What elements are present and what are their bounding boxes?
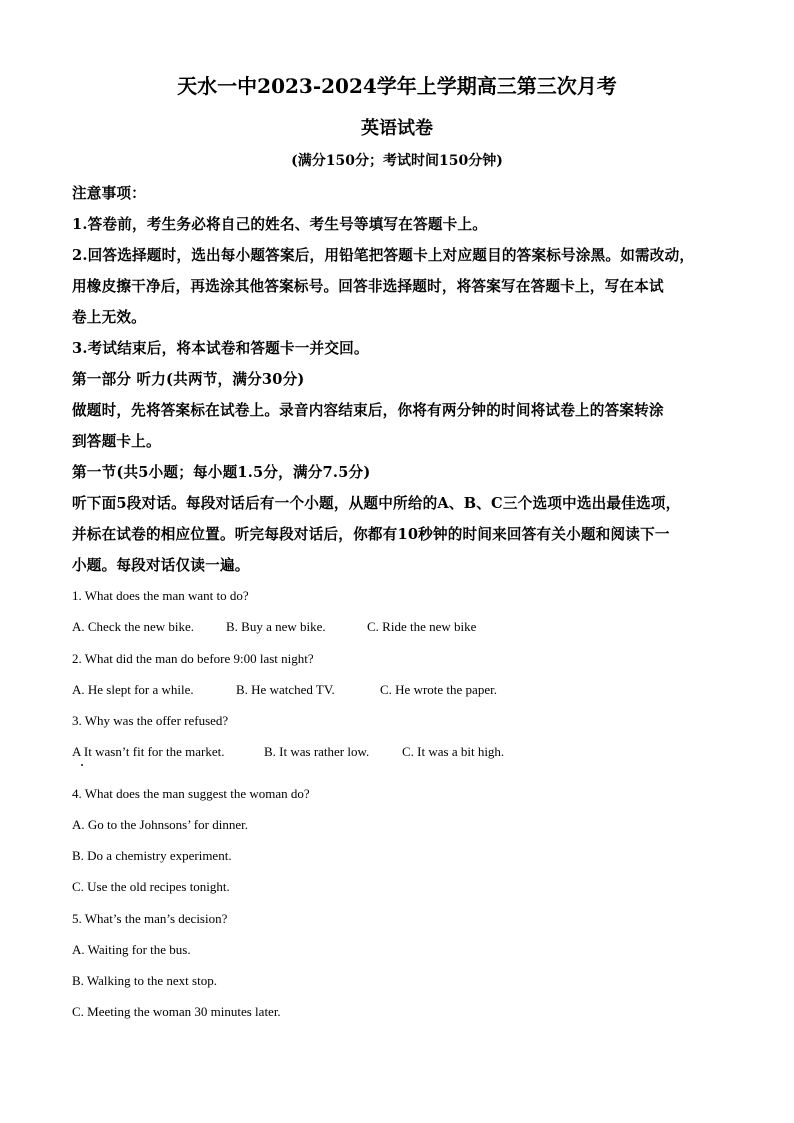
notice-item-3: 3.考试结束后，将本试卷和答题卡一并交回。 [72, 340, 369, 357]
notice-item-2-line-1: 2.回答选择题时，选出每小题答案后，用铅笔把答题卡上对应题目的答案标号涂黑。如需改动， [72, 247, 695, 264]
section1-desc-line-1: 听下面5段对话。每段对话后有一个小题，从题中所给的A、B、C三个选项中选出最佳选项， [72, 495, 681, 512]
part1-heading: 第一部分 听力(共两节，满分30分) [72, 371, 305, 388]
question-2-stem: 2. What did the man do before 9:00 last night? [72, 651, 314, 666]
question-5-stem: 5. What’s the man’s decision? [72, 911, 228, 926]
question-1-option-c: C. Ride the new bike [367, 619, 477, 634]
question-5-option-a: A. Waiting for the bus. [72, 942, 191, 957]
section1-desc-line-2: 并标在试卷的相应位置。听完每段对话后，你都有10秒钟的时间来回答有关小题和阅读下一 [72, 526, 670, 543]
question-3-option-a: A It wasn’t fit for the market. [72, 744, 225, 759]
score-note: (满分150分；考试时间150分钟) [291, 153, 503, 169]
question-3-option-b: B. It was rather low. [264, 744, 370, 759]
question-3-option-c: C. It was a bit high. [402, 744, 505, 759]
question-4-option-b: B. Do a chemistry experiment. [72, 848, 232, 863]
question-2-option-b: B. He watched TV. [236, 682, 335, 697]
question-4-stem: 4. What does the man suggest the woman do? [72, 786, 310, 801]
section1-desc-line-3: 小题。每段对话仅读一遍。 [72, 557, 250, 574]
notice-item-2-line-3: 卷上无效。 [72, 309, 146, 326]
part1-desc-line-1: 做题时，先将答案标在试卷上。录音内容结束后，你将有两分钟的时间将试卷上的答案转涂 [72, 402, 664, 419]
notice-heading: 注意事项： [72, 185, 146, 202]
question-1-option-b: B. Buy a new bike. [226, 619, 326, 634]
notice-item-1: 1.答卷前，考生务必将自己的姓名、考生号等填写在答题卡上。 [72, 216, 488, 233]
exam-subtitle: 英语试卷 [361, 118, 433, 139]
question-1-option-a: A. Check the new bike. [72, 619, 195, 634]
question-4-option-c: C. Use the old recipes tonight. [72, 879, 230, 894]
question-2-option-a: A. He slept for a while. [72, 682, 194, 697]
part1-desc-line-2: 到答题卡上。 [72, 433, 161, 450]
section1-heading: 第一节(共5小题；每小题1.5分，满分7.5分) [72, 464, 371, 481]
question-2-option-c: C. He wrote the paper. [380, 682, 497, 697]
question-4-option-a: A. Go to the Johnsons’ for dinner. [72, 817, 248, 832]
stray-dot-mark [81, 764, 83, 766]
question-1-stem: 1. What does the man want to do? [72, 588, 249, 603]
exam-title: 天水一中2023-2024学年上学期高三第三次月考 [177, 74, 617, 98]
question-5-option-b: B. Walking to the next stop. [72, 973, 217, 988]
notice-item-2-line-2: 用橡皮擦干净后，再选涂其他答案标号。回答非选择题时，将答案写在答题卡上，写在本试 [72, 278, 664, 295]
question-3-stem: 3. Why was the offer refused? [72, 713, 229, 728]
question-5-option-c: C. Meeting the woman 30 minutes later. [72, 1004, 281, 1019]
